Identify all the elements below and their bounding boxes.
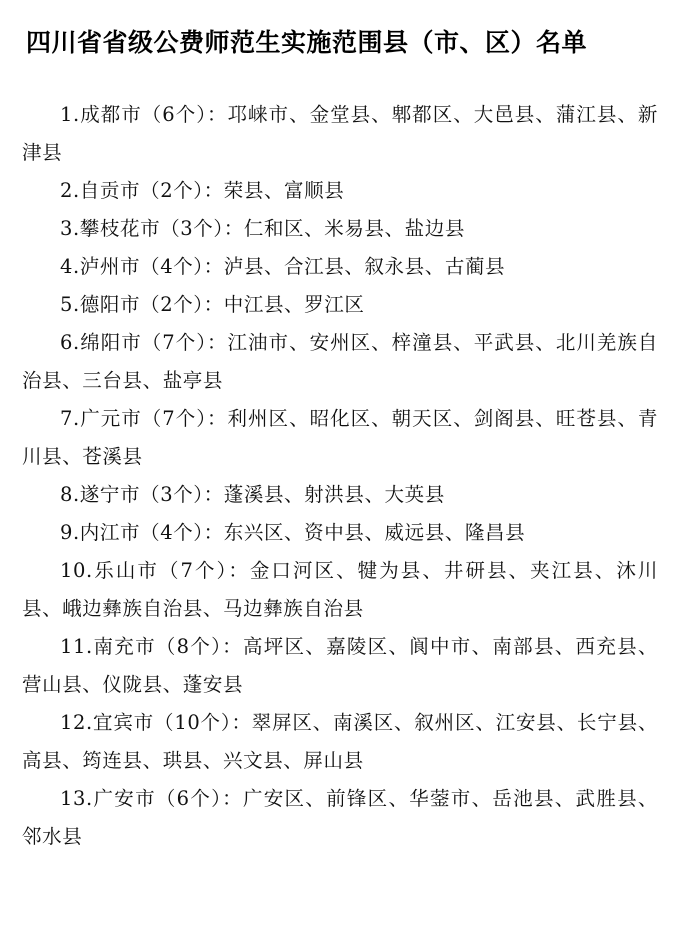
document-body [22, 96, 658, 856]
list-item: 12.宜宾市（10个）：翠屏区、南溪区、叙州区、江安县、长宁县、高县、筠连县、珙县、兴文县、屏山县 [22, 711, 658, 772]
list-item: 9.内江市（4个）：东兴区、资中县、威远县、隆昌县 [60, 521, 526, 544]
list-item: 3.攀枝花市（3个）：仁和区、米易县、盐边县 [60, 217, 465, 240]
list-item: 8.遂宁市（3个）：蓬溪县、射洪县、大英县 [60, 483, 445, 506]
page-title: 四川省省级公费师范生实施范围县（市、区）名单 [26, 28, 588, 57]
list-item: 13.广安市（6个）：广安区、前锋区、华蓥市、岳池县、武胜县、邻水县 [22, 787, 658, 848]
list-item: 6.绵阳市（7个）：江油市、安州区、梓潼县、平武县、北川羌族自治县、三台县、盐亭县 [22, 331, 658, 392]
list-item: 5.德阳市（2个）：中江县、罗江区 [60, 293, 365, 316]
list-item: 1.成都市（6个）：邛崃市、金堂县、郫都区、大邑县、蒲江县、新津县 [22, 103, 658, 164]
list-item: 2.自贡市（2个）：荣县、富顺县 [60, 179, 345, 202]
list-item: 11.南充市（8个）：高坪区、嘉陵区、阆中市、南部县、西充县、营山县、仪陇县、蓬安县 [22, 635, 658, 696]
list-item: 10.乐山市（7个）：金口河区、犍为县、井研县、夹江县、沐川县、峨边彝族自治县、马边彝族自治县 [22, 559, 658, 620]
list-item: 4.泸州市（4个）：泸县、合江县、叙永县、古蔺县 [60, 255, 506, 278]
list-item: 7.广元市（7个）：利州区、昭化区、朝天区、剑阁县、旺苍县、青川县、苍溪县 [22, 407, 658, 468]
